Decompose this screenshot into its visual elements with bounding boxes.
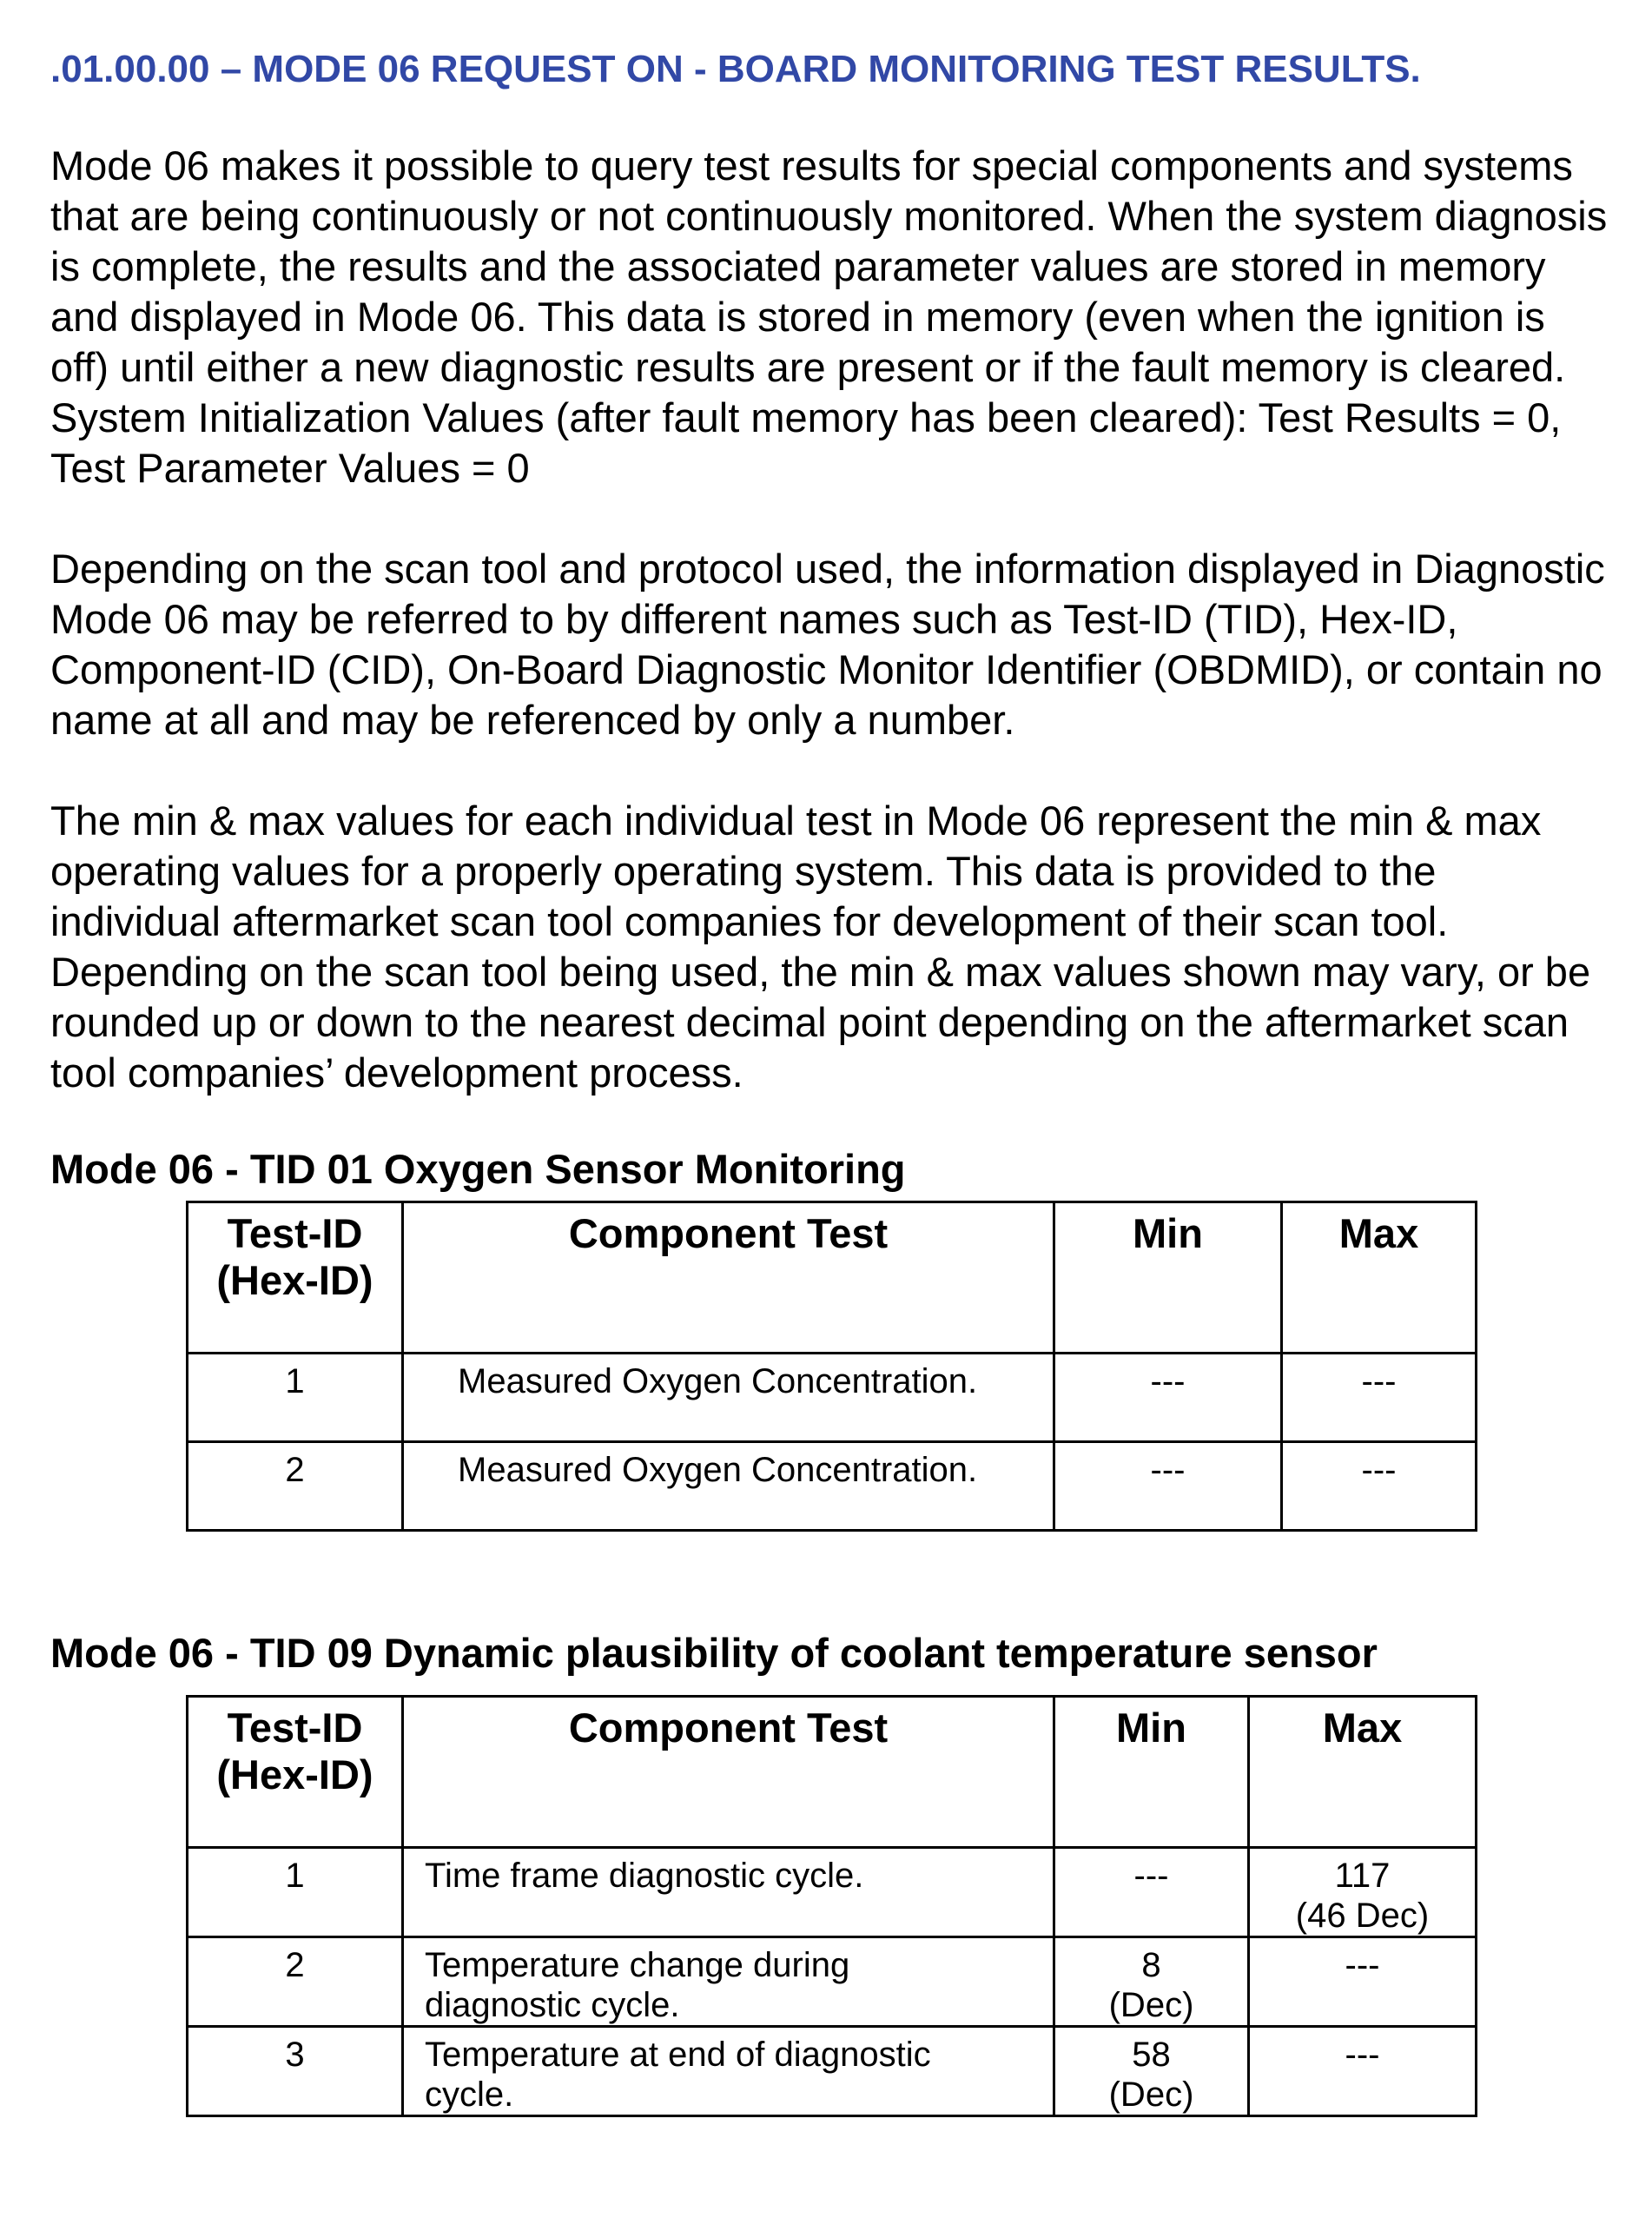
- spacer: [50, 1098, 1614, 1143]
- table-header-row: [188, 1202, 1477, 1354]
- header-max: Max: [1282, 1202, 1477, 1354]
- header-min: Min: [1054, 1697, 1249, 1848]
- cell-max: [1249, 1848, 1477, 1937]
- cell-min-line1: ---: [1133, 1857, 1169, 1895]
- spacer: [50, 493, 1614, 544]
- cell-component-test: Measured Oxygen Concentration.: [403, 1354, 1054, 1442]
- cell-max-line2: (46 Dec): [1295, 1897, 1430, 1935]
- cell-component-line2: cycle.: [425, 2075, 514, 2114]
- table-row: [188, 1354, 1477, 1442]
- spacer: [50, 97, 1614, 141]
- header-test-id-line1: Test-ID: [227, 1210, 363, 1256]
- cell-component-line1: Temperature change during: [425, 1946, 850, 1984]
- cell-component-line1: Time frame diagnostic cycle.: [425, 1857, 864, 1895]
- spacer: [50, 1532, 1614, 1627]
- cell-min: [1054, 2027, 1249, 2116]
- spacer: [50, 1679, 1614, 1695]
- header-component-test: Component Test: [403, 1697, 1054, 1848]
- cell-test-id: 1: [188, 1848, 403, 1937]
- paragraph-mode06-intro: Mode 06 makes it possible to query test results for special components and systems that are being continuously or not continuously monitored. When the system diagnosis is complete, the results and the associated parameter values are stored in memory and displayed in Mode 06. This data is stored in memory (even when the ignition is off) until either a new diagnostic results are present or if the fault memory is cleared.: [50, 142, 1608, 390]
- cell-min: [1054, 1848, 1249, 1937]
- paragraph-naming-conventions: Depending on the scan tool and protocol used, the information displayed in Diagnostic Mode 06 may be referred to by different names such as Test-ID (TID), Hex-ID, Component-ID (CID), On-Board Diagnostic Monitor Identifier (OBDMID), or contain no name at all and may be referenced by only a number.: [50, 546, 1605, 743]
- header-test-id-line2: (Hex-ID): [216, 1751, 373, 1797]
- header-test-id: [188, 1202, 403, 1354]
- spacer: [50, 745, 1614, 796]
- cell-component-test: [403, 1848, 1054, 1937]
- table-row: [188, 2027, 1477, 2116]
- table-row: [188, 1848, 1477, 1937]
- cell-max-line1: ---: [1345, 2036, 1380, 2074]
- cell-min-line1: 58: [1132, 2036, 1171, 2074]
- cell-max: [1249, 2027, 1477, 2116]
- cell-test-id: 2: [188, 1937, 403, 2027]
- header-test-id-line2: (Hex-ID): [216, 1257, 373, 1303]
- tid01-table: [186, 1201, 1477, 1532]
- tid01-heading: Mode 06 - TID 01 Oxygen Sensor Monitoring: [50, 1146, 906, 1192]
- table-row: [188, 1937, 1477, 2027]
- cell-component-test: [403, 1937, 1054, 2027]
- cell-min-line1: 8: [1141, 1946, 1161, 1984]
- cell-min: ---: [1054, 1442, 1282, 1531]
- header-max: Max: [1249, 1697, 1477, 1848]
- tid09-heading: Mode 06 - TID 09 Dynamic plausibility of coolant temperature sensor: [50, 1630, 1378, 1676]
- cell-component-test: Measured Oxygen Concentration.: [403, 1442, 1054, 1531]
- cell-max-line1: 117: [1334, 1857, 1391, 1895]
- cell-test-id: 3: [188, 2027, 403, 2116]
- table-row: [188, 1442, 1477, 1531]
- cell-test-id: 2: [188, 1442, 403, 1531]
- document-page: [50, 42, 1614, 2117]
- paragraph-min-max-values: The min & max values for each individual test in Mode 06 represent the min & max operating values for a properly operating system. This data is provided to the individual aftermarket scan tool companies for development of their scan tool. Depending on the scan tool being used, the min & max values shown may vary, or be rounded up or down to the nearest decimal point depending on the aftermarket scan tool companies’ development process.: [50, 798, 1591, 1096]
- cell-max: ---: [1282, 1354, 1477, 1442]
- header-component-test: Component Test: [403, 1202, 1054, 1354]
- cell-test-id: 1: [188, 1354, 403, 1442]
- cell-min-line2: (Dec): [1108, 1986, 1194, 2024]
- document-title: .01.00.00 – MODE 06 REQUEST ON - BOARD MONITORING TEST RESULTS.: [50, 48, 1421, 90]
- cell-min: [1054, 1937, 1249, 2027]
- cell-component-test: [403, 2027, 1054, 2116]
- cell-max-line1: ---: [1345, 1946, 1380, 1984]
- tid09-table: [186, 1695, 1477, 2117]
- cell-component-line2: diagnostic cycle.: [425, 1986, 680, 2024]
- paragraph-initialization-values: System Initialization Values (after fault memory has been cleared): Test Results = 0, Test Parameter Values = 0: [50, 394, 1562, 491]
- header-test-id: [188, 1697, 403, 1848]
- header-test-id-line1: Test-ID: [227, 1705, 363, 1751]
- cell-component-line1: Temperature at end of diagnostic: [425, 2036, 931, 2074]
- table-header-row: [188, 1697, 1477, 1848]
- header-min: Min: [1054, 1202, 1282, 1354]
- cell-min: ---: [1054, 1354, 1282, 1442]
- cell-max: ---: [1282, 1442, 1477, 1531]
- cell-max: [1249, 1937, 1477, 2027]
- cell-min-line2: (Dec): [1108, 2075, 1194, 2114]
